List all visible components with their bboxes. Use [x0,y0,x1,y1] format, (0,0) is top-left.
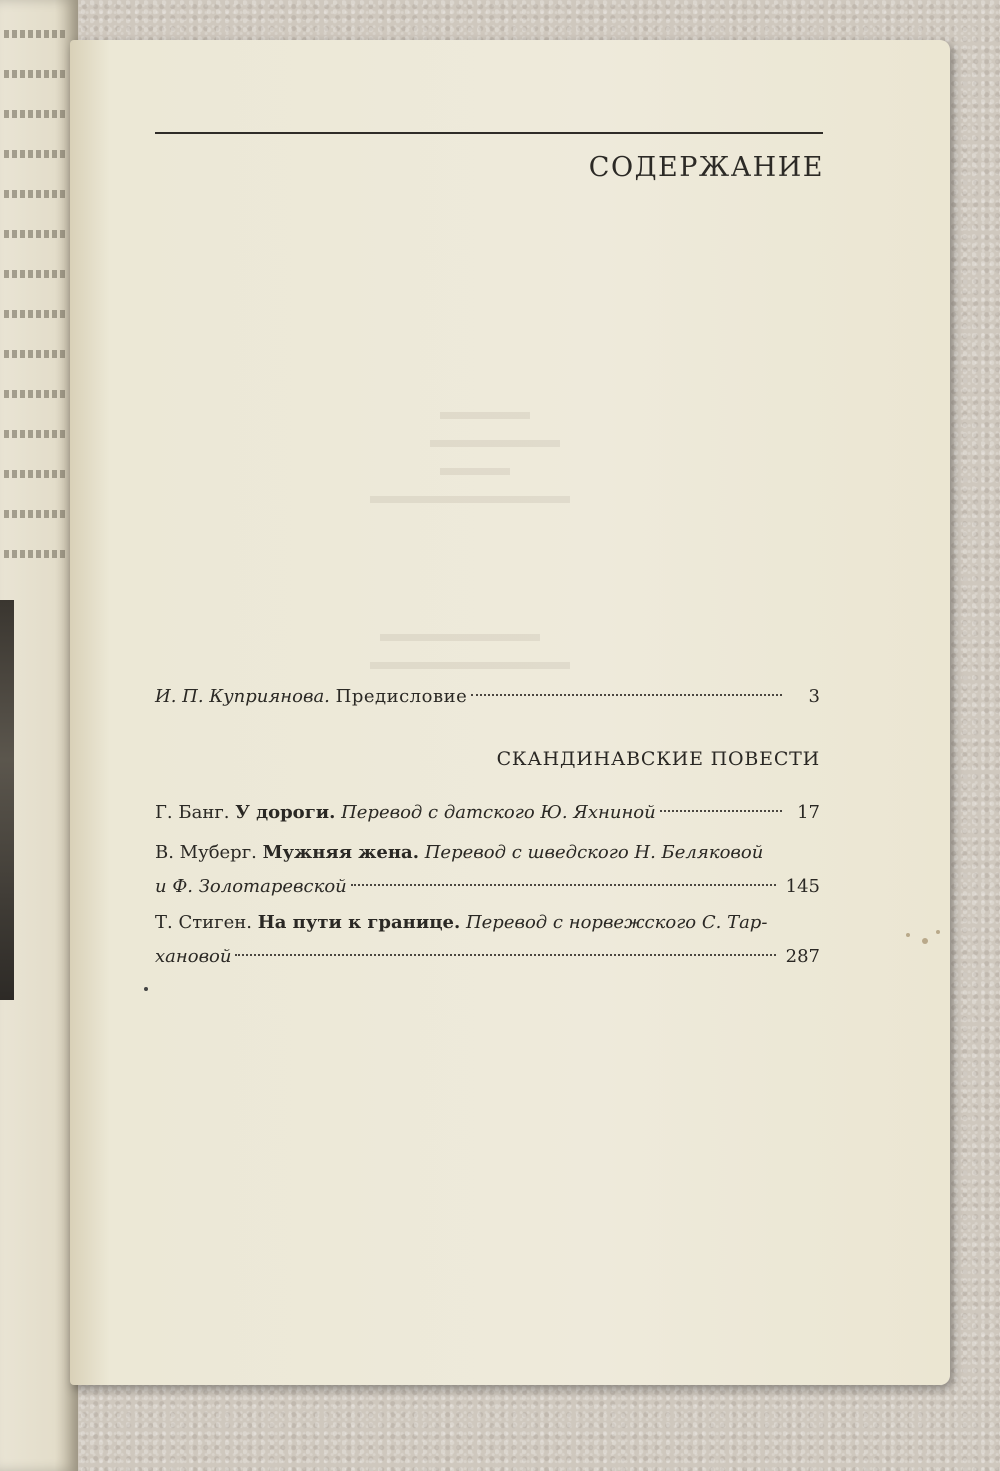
show-through [370,496,570,503]
work-title: У дороги. [235,802,336,823]
bleed-text-line [4,30,66,38]
entry-page-number: 3 [808,686,820,707]
work-translation: Перевод с шведского Н. Беляковой [424,842,764,863]
bleed-text-line [4,110,66,118]
facing-page-edge [0,0,78,1471]
entry-title: Предисловие [335,686,468,707]
top-rule [155,132,823,134]
paper-speck [144,987,148,991]
bleed-text-line [4,70,66,78]
leader-dots [351,884,776,886]
illustration-edge [0,600,14,1000]
work-translation: Перевод с датского Ю. Яхниной [341,802,656,823]
work-title: На пути к границе. [257,912,461,933]
toc-entry-work [155,906,820,974]
contents-page [70,40,950,1385]
bleed-text-line [4,430,66,438]
entry-author: И. П. Куприянова. [155,686,330,707]
toc-entry-work [155,836,820,904]
bleed-text-line [4,190,66,198]
show-through [440,468,510,475]
work-author: Г. Банг. [155,802,230,823]
bleed-text-line [4,270,66,278]
bleed-text-line [4,230,66,238]
entry-page-number: 145 [785,876,820,897]
bleed-text-line [4,550,66,558]
leader-dots [660,810,782,812]
work-title: Мужняя жена. [262,842,419,863]
entry-page-number: 287 [785,946,820,967]
show-through [440,412,530,419]
section-title: СКАНДИНАВСКИЕ ПОВЕСТИ [496,748,820,770]
bleed-text-line [4,390,66,398]
toc-entry-preface [155,680,820,714]
bleed-text-line [4,150,66,158]
page-title: СОДЕРЖАНИЕ [588,152,824,183]
paper-speck [936,930,940,934]
bleed-text-line [4,310,66,318]
bleed-text-line [4,510,66,518]
work-translation-cont: хановой [155,946,232,967]
paper-speck [922,938,928,944]
bleed-text-line [4,350,66,358]
work-translation: Перевод с норвежского С. Тар- [465,912,768,933]
leader-dots [235,954,775,956]
show-through [370,662,570,669]
toc-entry-work [155,796,820,830]
leader-dots [471,694,782,696]
work-author: Т. Стиген. [155,912,252,933]
work-author: В. Муберг. [155,842,257,863]
show-through [430,440,560,447]
work-translation-cont: и Ф. Золотаревской [155,876,347,897]
entry-page-number: 17 [797,802,820,823]
paper-speck [906,933,910,937]
show-through [380,634,540,641]
bleed-text-line [4,470,66,478]
